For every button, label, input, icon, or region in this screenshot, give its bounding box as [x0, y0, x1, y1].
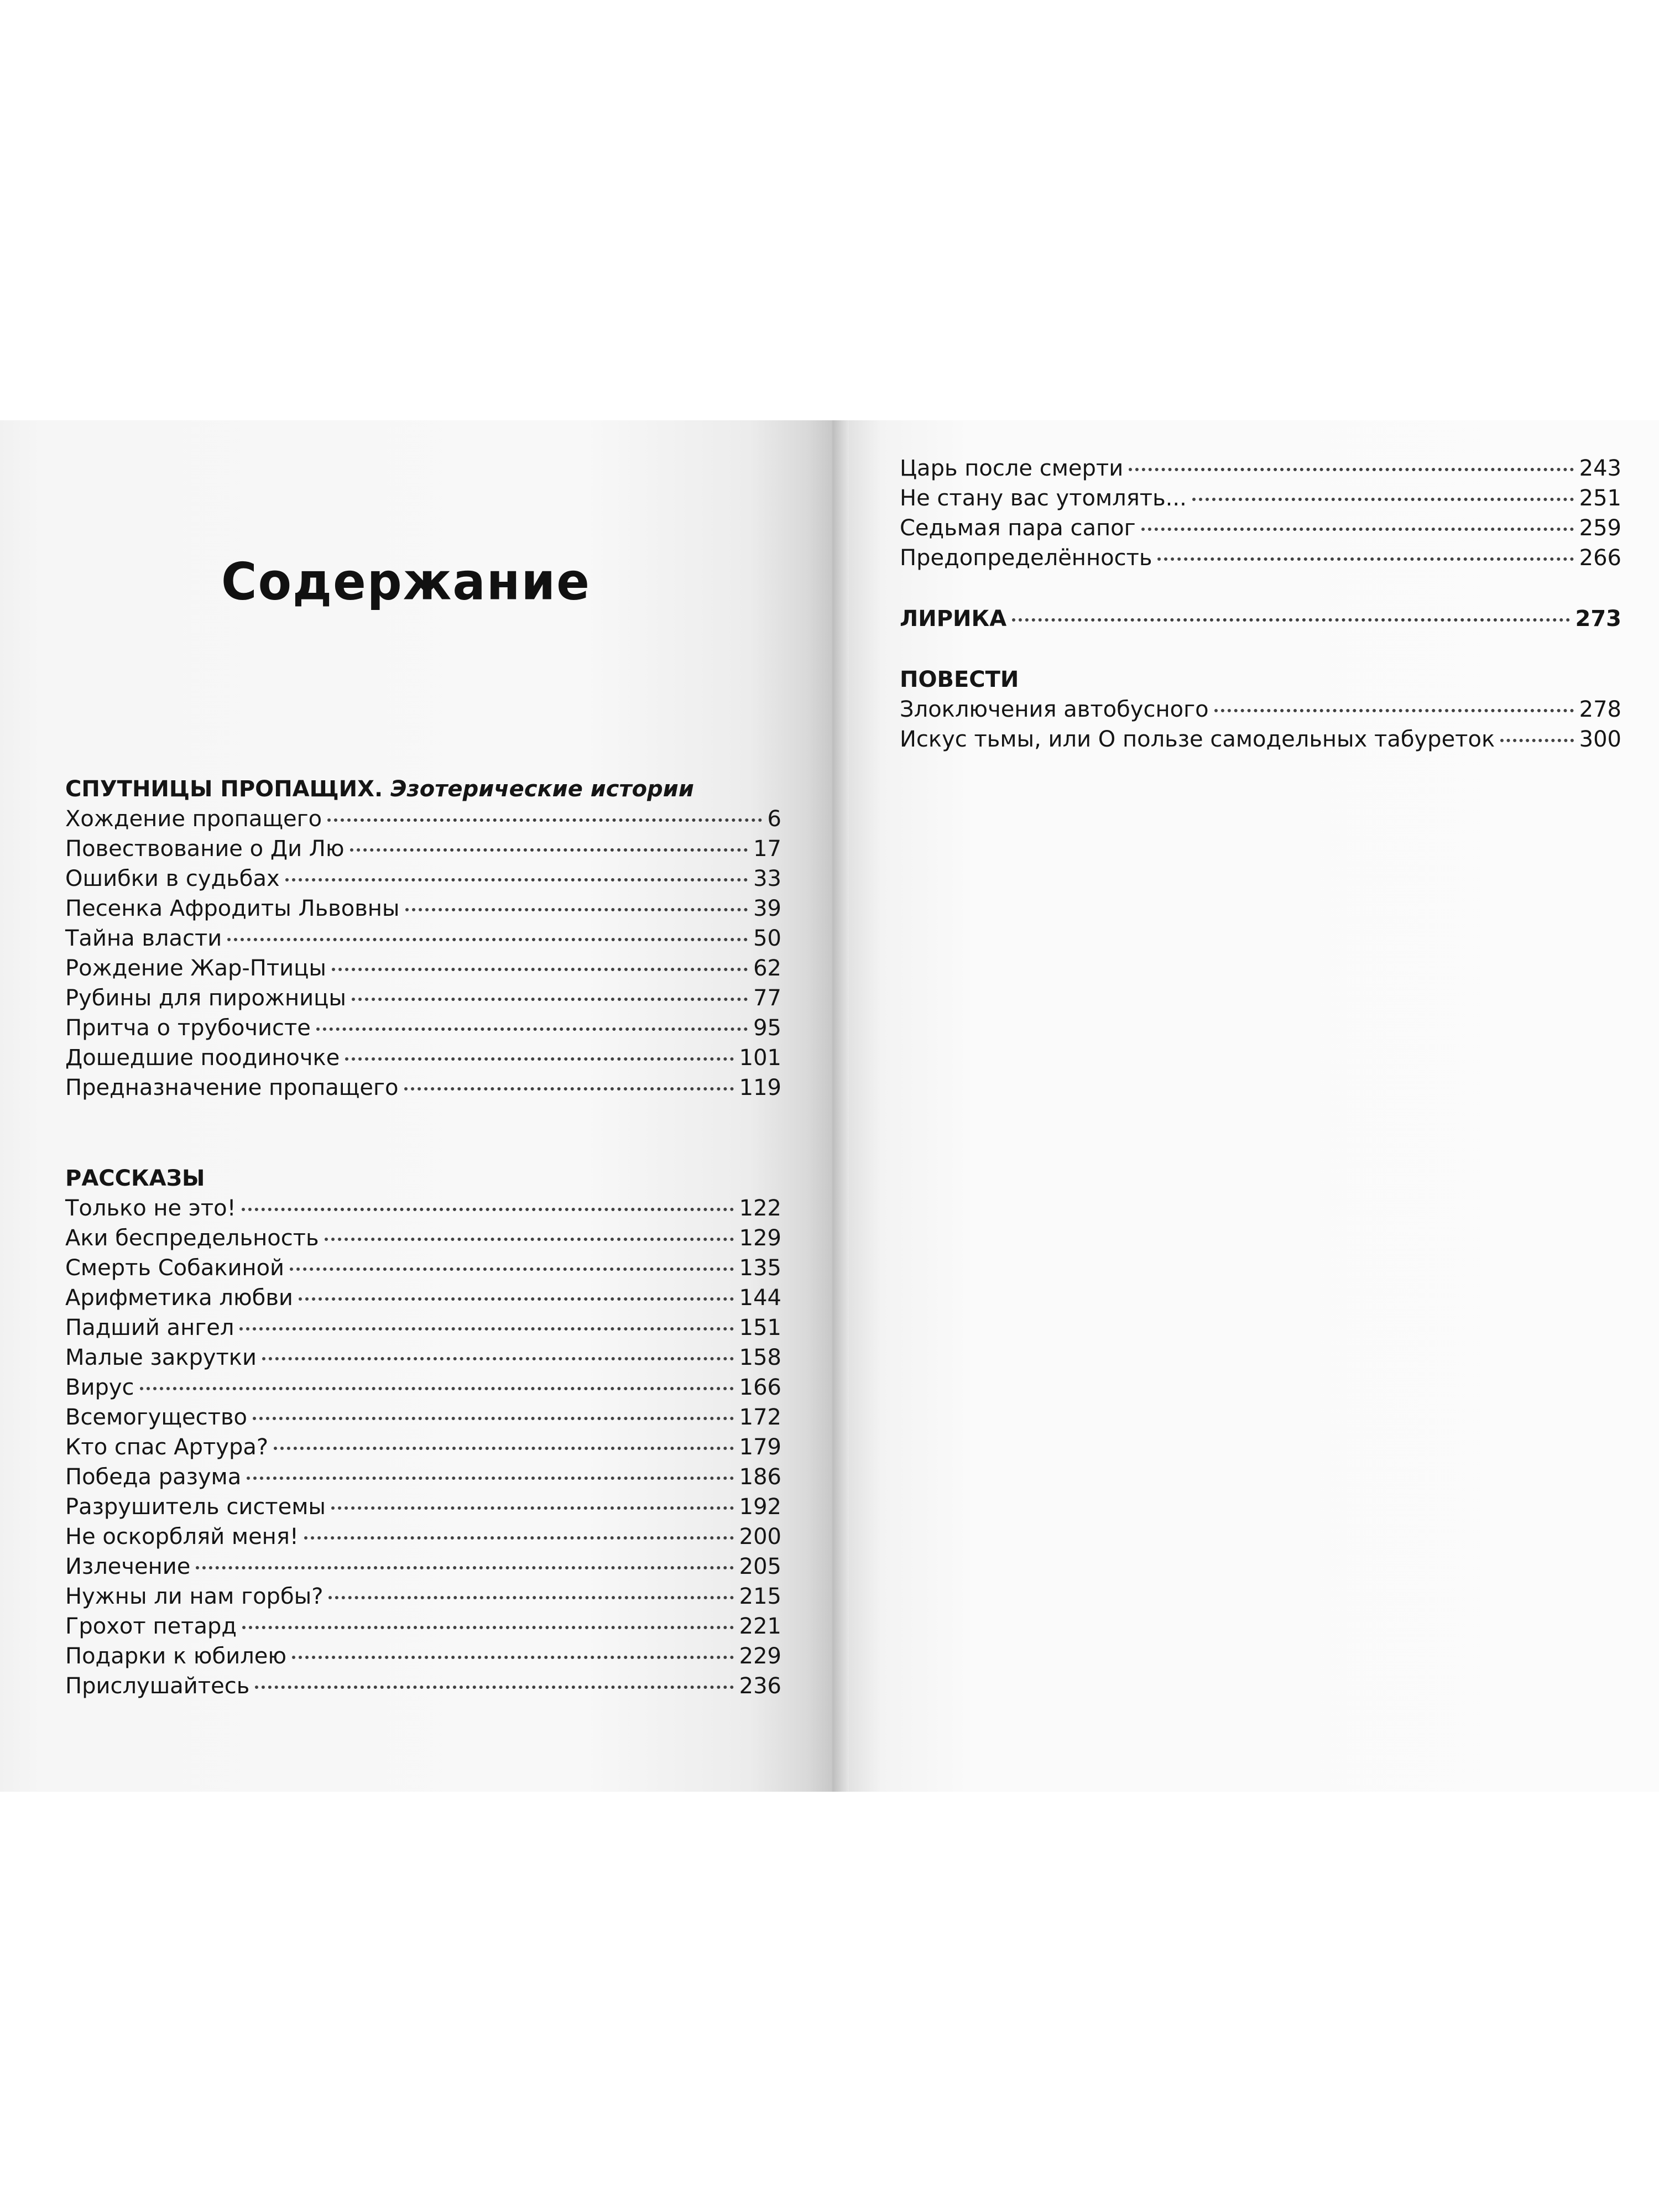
section-heading-sputnitsy [65, 774, 781, 804]
toc-entry[interactable] [900, 543, 1621, 573]
leader-dots [352, 998, 748, 1001]
toc-entry[interactable] [65, 1223, 781, 1253]
entry-title: Злоключения автобусного [900, 697, 1209, 722]
entry-title: Рубины для пирожницы [65, 985, 346, 1011]
entry-title: Победа разума [65, 1464, 242, 1490]
page-number: 179 [739, 1434, 781, 1460]
page-number: 278 [1579, 697, 1621, 722]
leader-dots [285, 878, 748, 881]
toc-entry[interactable] [65, 1402, 781, 1432]
leader-dots [262, 1357, 734, 1360]
entry-title: Малые закрутки [65, 1345, 257, 1370]
toc-entry[interactable] [65, 1641, 781, 1671]
entry-title: Ошибки в судьбах [65, 866, 280, 891]
page-number: 300 [1579, 727, 1621, 752]
toc-entry[interactable] [65, 864, 781, 894]
toc-entry[interactable] [65, 804, 781, 834]
spacer [900, 573, 1621, 604]
entries-sputnitsy [65, 804, 781, 1103]
leader-dots [1157, 557, 1573, 561]
section-heading-text: РАССКАЗЫ [65, 1166, 205, 1191]
page-number: 251 [1579, 486, 1621, 511]
leader-dots [316, 1027, 748, 1031]
page-number: 259 [1579, 515, 1621, 541]
entry-title: Подарки к юбилею [65, 1644, 287, 1669]
entry-title: Прислушайтесь [65, 1673, 250, 1699]
leader-dots [332, 968, 748, 971]
leader-dots [1129, 468, 1573, 471]
book-gutter [832, 420, 849, 1792]
leader-dots [292, 1656, 734, 1659]
section-heading-text: ПОВЕСТИ [900, 667, 1019, 692]
entry-title: Предназначение пропащего [65, 1075, 399, 1100]
leader-dots [253, 1417, 734, 1420]
leader-dots [345, 1057, 733, 1061]
leader-dots [1192, 498, 1574, 501]
entry-title: Кто спас Артура? [65, 1434, 269, 1460]
entries-rasskazy-left [65, 1193, 781, 1701]
section-heading-lirika [900, 604, 1621, 634]
entry-title: Тайна власти [65, 926, 222, 951]
page-number: 95 [753, 1015, 781, 1041]
entry-title: Притча о трубочисте [65, 1015, 311, 1041]
entries-povesti [900, 695, 1621, 754]
toc-entry[interactable] [65, 924, 781, 953]
leader-dots [350, 848, 748, 852]
toc-entry[interactable] [900, 453, 1621, 483]
section-subtitle: Эзотерические истории [390, 776, 694, 802]
toc-entry[interactable] [900, 483, 1621, 513]
entry-title: Не оскорбляй меня! [65, 1524, 299, 1550]
page-number: 266 [1579, 545, 1621, 571]
entry-title: Аки беспредельность [65, 1225, 319, 1251]
page-number: 192 [739, 1494, 781, 1520]
toc-right-column [900, 453, 1621, 754]
toc-entry[interactable] [900, 724, 1621, 754]
leader-dots [196, 1566, 733, 1569]
entry-title: Арифметика любви [65, 1285, 293, 1311]
leader-dots [299, 1297, 734, 1301]
leader-dots [140, 1387, 734, 1390]
entry-title: Разрушитель системы [65, 1494, 326, 1520]
entry-title: Излечение [65, 1554, 191, 1579]
page-number: 101 [739, 1045, 781, 1071]
page-number: 62 [753, 956, 781, 981]
toc-entry[interactable] [65, 1283, 781, 1313]
spacer [900, 634, 1621, 665]
entry-title: Только не это! [65, 1196, 236, 1221]
page-number: 33 [753, 866, 781, 891]
toc-entry[interactable] [65, 953, 781, 983]
leader-dots [242, 1208, 734, 1211]
leader-dots [239, 1327, 733, 1331]
leader-dots [405, 908, 748, 911]
entry-title: Нужны ли нам горбы? [65, 1584, 324, 1609]
toc-entry[interactable] [65, 1582, 781, 1611]
toc-entry[interactable] [65, 1611, 781, 1641]
entry-title: Вирус [65, 1375, 134, 1400]
entry-title: Седьмая пара сапог [900, 515, 1136, 541]
page-number: 39 [753, 896, 781, 921]
page-number: 205 [739, 1554, 781, 1579]
leader-dots [255, 1686, 733, 1689]
toc-entry[interactable] [65, 1343, 781, 1373]
page-number: 17 [753, 836, 781, 862]
toc-entry[interactable] [65, 1552, 781, 1582]
toc-entry[interactable] [65, 1432, 781, 1462]
entry-title: Искус тьмы, или О пользе самодельных табуреток [900, 727, 1495, 752]
entries-rasskazy-right [900, 453, 1621, 573]
entry-title: Царь после смерти [900, 456, 1124, 481]
toc-entry[interactable] [65, 894, 781, 924]
toc-left-column [65, 774, 781, 1701]
right-page [849, 420, 1659, 1792]
toc-entry[interactable] [65, 1073, 781, 1103]
toc-entry[interactable] [900, 513, 1621, 543]
toc-entry[interactable] [65, 1043, 781, 1073]
leader-dots [290, 1267, 734, 1271]
toc-entry[interactable] [65, 1462, 781, 1492]
entry-title: Рождение Жар-Птицы [65, 956, 326, 981]
leader-dots [1214, 709, 1574, 712]
toc-entry[interactable] [65, 1013, 781, 1043]
section-heading-povesti [900, 665, 1621, 695]
toc-entry[interactable] [65, 983, 781, 1013]
page-number: 243 [1579, 456, 1621, 481]
page-number: 6 [767, 806, 781, 832]
leader-dots [1012, 618, 1569, 622]
page-number: 158 [739, 1345, 781, 1370]
page-number: 77 [753, 985, 781, 1011]
page-number: 135 [739, 1255, 781, 1281]
toc-title: Содержание [221, 551, 591, 612]
section-heading-text: ЛИРИКА [900, 606, 1007, 632]
leader-dots [325, 1238, 734, 1241]
page-number: 50 [753, 926, 781, 951]
toc-entry[interactable] [65, 1313, 781, 1343]
page-number: 215 [739, 1584, 781, 1609]
page-number: 236 [739, 1673, 781, 1699]
page-number: 229 [739, 1644, 781, 1669]
page-number: 186 [739, 1464, 781, 1490]
toc-entry[interactable] [65, 1373, 781, 1402]
leader-dots [1141, 528, 1574, 531]
entry-title: Смерть Собакиной [65, 1255, 285, 1281]
toc-entry[interactable] [65, 1522, 781, 1552]
page-number: 221 [739, 1614, 781, 1639]
toc-entry[interactable] [65, 1193, 781, 1223]
toc-entry[interactable] [65, 834, 781, 864]
entry-title: Грохот петард [65, 1614, 237, 1639]
page-number: 122 [739, 1196, 781, 1221]
entry-title: Песенка Афродиты Львовны [65, 896, 400, 921]
toc-entry[interactable] [65, 1671, 781, 1701]
page-number: 129 [739, 1225, 781, 1251]
leader-dots [242, 1626, 734, 1629]
toc-entry[interactable] [900, 695, 1621, 724]
section-heading-text: СПУТНИЦЫ ПРОПАЩИХ. [65, 776, 383, 802]
leader-dots [227, 938, 748, 941]
toc-entry[interactable] [65, 1253, 781, 1283]
entry-title: Предопределённость [900, 545, 1152, 571]
leader-dots [1500, 739, 1574, 742]
toc-entry[interactable] [65, 1492, 781, 1522]
leader-dots [247, 1477, 733, 1480]
leader-dots [327, 818, 761, 822]
entry-title: Всемогущество [65, 1405, 248, 1430]
page-number: 166 [739, 1375, 781, 1400]
leader-dots [404, 1087, 734, 1091]
entry-title: Хождение пропащего [65, 806, 322, 832]
entry-title: Дошедшие поодиночке [65, 1045, 340, 1071]
page-number: 144 [739, 1285, 781, 1311]
page-number: 119 [739, 1075, 781, 1100]
page-number: 172 [739, 1405, 781, 1430]
page-number: 151 [739, 1315, 781, 1340]
entry-title: Падший ангел [65, 1315, 234, 1340]
leader-dots [331, 1506, 734, 1510]
entry-title: Повествование о Ди Лю [65, 836, 345, 862]
left-page [0, 420, 832, 1792]
leader-dots [328, 1596, 733, 1599]
section-heading-rasskazy [65, 1164, 781, 1193]
entry-title: Не стану вас утомлять... [900, 486, 1187, 511]
page-number: 200 [739, 1524, 781, 1550]
leader-dots [304, 1536, 734, 1540]
page-number: 273 [1575, 606, 1621, 632]
spacer [65, 1103, 781, 1164]
leader-dots [274, 1447, 734, 1450]
